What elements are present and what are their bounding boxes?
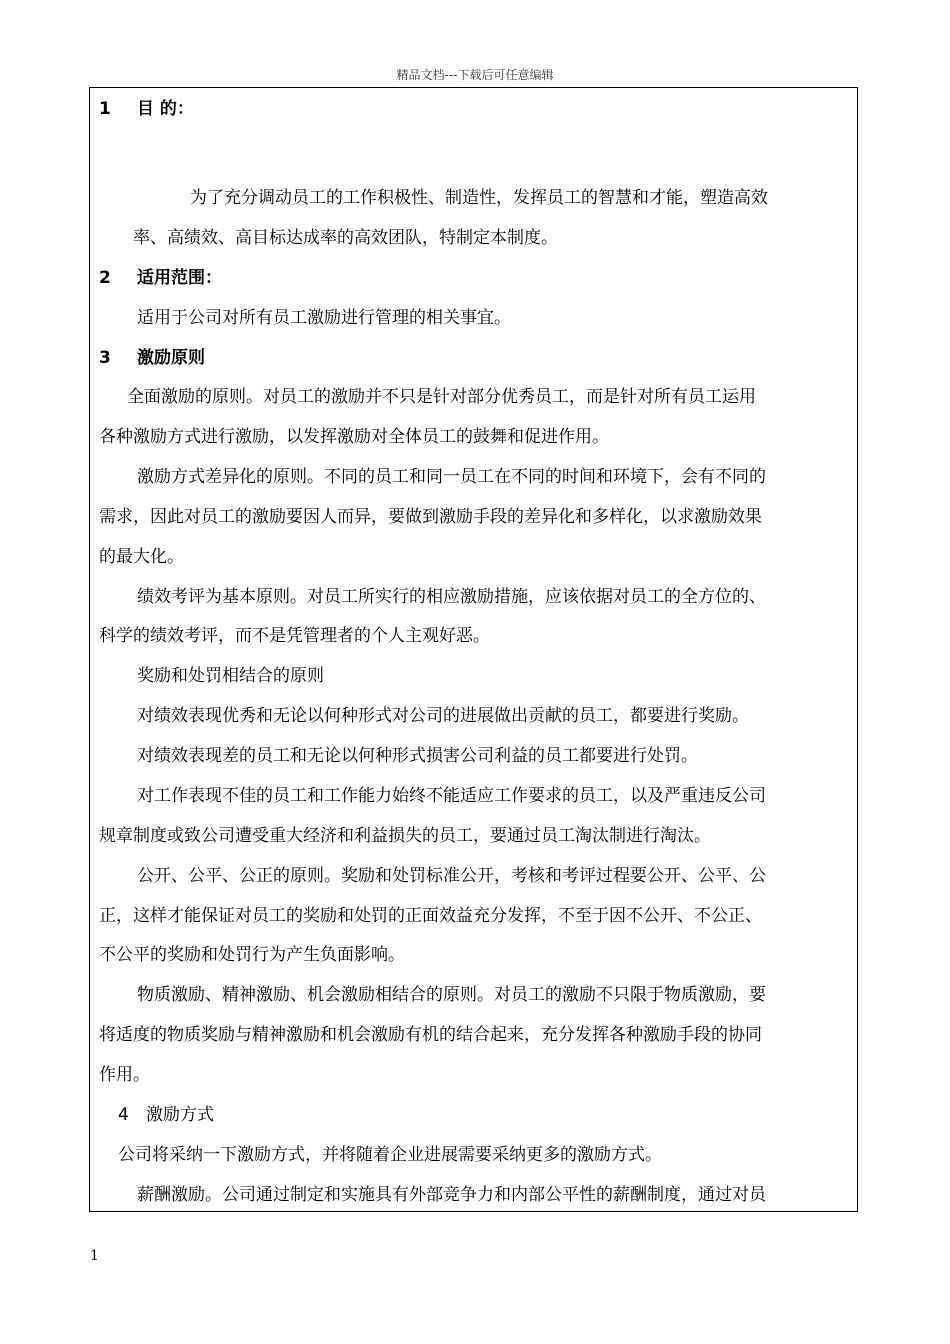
- paragraph-line: 为了充分调动员工的工作积极性、制造性，发挥员工的智慧和才能，塑造高效: [190, 188, 768, 208]
- paragraph-line: 绩效考评为基本原则。对员工所实行的相应激励措施，应该依据对员工的全方位的、: [137, 587, 766, 607]
- section-2-title: 适用范围：: [137, 268, 222, 288]
- paragraph-line: 科学的绩效考评，而不是凭管理者的个人主观好恶。: [99, 626, 490, 646]
- paragraph-line: 不公平的奖励和处罚行为产生负面影响。: [99, 945, 405, 965]
- paragraph-line: 薪酬激励。公司通过制定和实施具有外部竞争力和内部公平性的薪酬制度，通过对员: [137, 1185, 766, 1205]
- section-2-number: 2: [99, 268, 111, 288]
- paragraph-line: 正，这样才能保证对员工的奖励和处罚的正面效益充分发挥，不至于因不公开、不公正、: [99, 906, 762, 926]
- page-header: 精品文档---下载后可任意编辑: [396, 68, 554, 82]
- paragraph-line: 对绩效表现差的员工和无论以何种形式损害公司利益的员工都要进行处罚。: [137, 746, 698, 766]
- section-4-title: 激励方式: [146, 1105, 214, 1125]
- paragraph-line: 需求，因此对员工的激励要因人而异，要做到激励手段的差异化和多样化，以求激励效果: [99, 507, 762, 527]
- paragraph-line: 对工作表现不佳的员工和工作能力始终不能适应工作要求的员工，以及严重违反公司: [137, 786, 766, 806]
- paragraph-line: 适用于公司对所有员工激励进行管理的相关事宜。: [137, 308, 511, 328]
- paragraph-line: 全面激励的原则。对员工的激励并不只是针对部分优秀员工，而是针对所有员工运用: [127, 387, 756, 407]
- paragraph-line: 激励方式差异化的原则。不同的员工和同一员工在不同的时间和环境下，会有不同的: [137, 467, 766, 487]
- paragraph-line: 公司将采纳一下激励方式，并将随着企业进展需要采纳更多的激励方式。: [118, 1145, 662, 1165]
- paragraph-line: 将适度的物质奖励与精神激励和机会激励有机的结合起来，充分发挥各种激励手段的协同: [99, 1025, 762, 1045]
- paragraph-line: 作用。: [99, 1065, 150, 1085]
- section-1-number: 1: [99, 99, 111, 119]
- paragraph-line: 各种激励方式进行激励，以发挥激励对全体员工的鼓舞和促进作用。: [99, 427, 609, 447]
- paragraph-line: 公开、公平、公正的原则。奖励和处罚标准公开，考核和考评过程要公开、公平、公: [137, 866, 766, 886]
- paragraph-line: 率、高绩效、高目标达成率的高效团队，特制定本制度。: [133, 228, 558, 248]
- paragraph-line: 规章制度或致公司遭受重大经济和利益损失的员工，要通过员工淘汰制进行淘汰。: [99, 826, 711, 846]
- section-3-number: 3: [99, 348, 111, 368]
- section-1-title: 目 的：: [137, 99, 194, 119]
- paragraph-line: 奖励和处罚相结合的原则: [137, 666, 324, 686]
- section-3-title: 激励原则: [137, 348, 205, 368]
- paragraph-line: 物质激励、精神激励、机会激励相结合的原则。对员工的激励不只限于物质激励，要: [137, 985, 766, 1005]
- section-4-number: 4: [118, 1105, 129, 1125]
- page-number: 1: [90, 1248, 99, 1264]
- paragraph-line: 的最大化。: [99, 547, 184, 567]
- paragraph-line: 对绩效表现优秀和无论以何种形式对公司的进展做出贡献的员工，都要进行奖励。: [137, 706, 749, 726]
